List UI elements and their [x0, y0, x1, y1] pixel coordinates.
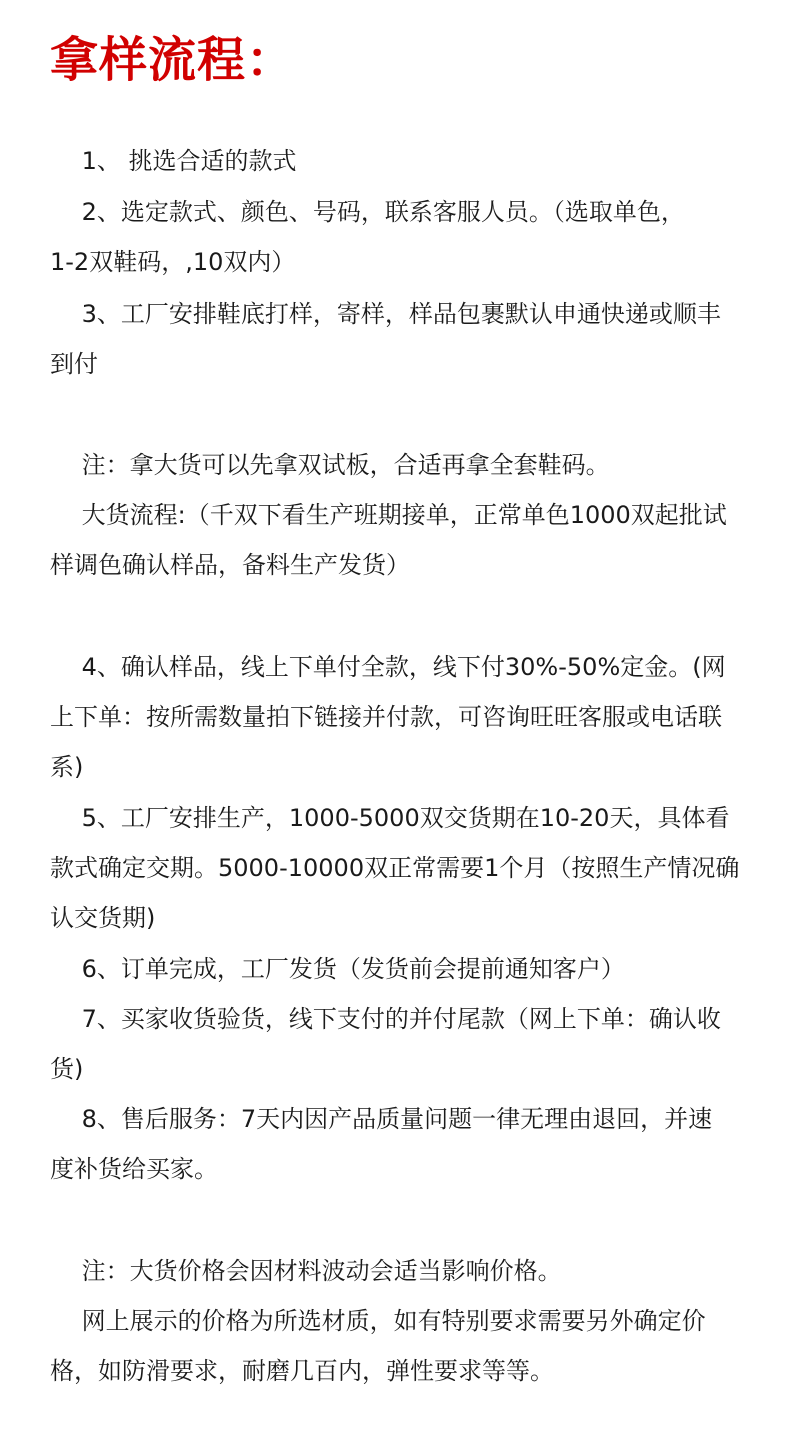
step-6-paragraph — [50, 944, 742, 994]
paragraph-line: 认交货期) — [50, 904, 156, 932]
paragraph-line: 注：拿大货可以先拿双试板，合适再拿全套鞋码。 — [50, 451, 610, 479]
bulk-process-paragraph — [50, 490, 742, 590]
paragraph-line: 样调色确认样品，备料生产发货） — [50, 551, 410, 579]
step-3-paragraph — [50, 289, 742, 389]
paragraph-line: 格，如防滑要求，耐磨几百内，弹性要求等等。 — [50, 1357, 554, 1385]
paragraph-line: 6、订单完成，工厂发货（发货前会提前通知客户） — [50, 955, 625, 983]
step-1-paragraph — [50, 136, 742, 186]
step-5-paragraph — [50, 793, 742, 943]
paragraph-line: 3、工厂安排鞋底打样，寄样，样品包裹默认申通快递或顺丰 — [50, 300, 721, 328]
paragraph-line: 大货流程:（千双下看生产班期接单，正常单色1000双起批试 — [50, 501, 727, 529]
step-2-paragraph — [50, 187, 742, 287]
paragraph-line: 款式确定交期。5000-10000双正常需要1个月（按照生产情况确 — [50, 854, 740, 882]
paragraph-line: 到付 — [50, 350, 98, 378]
step-4-paragraph — [50, 642, 742, 792]
paragraph-line: 7、买家收货验货，线下支付的并付尾款（网上下单：确认收 — [50, 1005, 721, 1033]
online-price-paragraph — [50, 1296, 742, 1396]
paragraph-line: 5、工厂安排生产，1000-5000双交货期在10-20天，具体看 — [50, 804, 730, 832]
price-note-paragraph — [50, 1246, 742, 1296]
paragraph-line: 系) — [50, 753, 84, 781]
sample-note-paragraph — [50, 440, 742, 490]
step-7-paragraph — [50, 994, 742, 1094]
paragraph-line: 网上展示的价格为所选材质，如有特别要求需要另外确定价 — [50, 1307, 706, 1335]
paragraph-line: 4、确认样品，线上下单付全款，线下付30%-50%定金。(网 — [50, 653, 726, 681]
paragraph-line: 注：大货价格会因材料波动会适当影响价格。 — [50, 1257, 562, 1285]
page-title: 拿样流程： — [50, 32, 296, 88]
paragraph-line: 货) — [50, 1055, 84, 1083]
paragraph-line: 1-2双鞋码，,10双内） — [50, 248, 296, 276]
step-8-paragraph — [50, 1094, 742, 1194]
paragraph-line: 度补货给买家。 — [50, 1155, 218, 1183]
paragraph-line: 8、售后服务：7天内因产品质量问题一律无理由退回，并速 — [50, 1105, 713, 1133]
paragraph-line: 2、选定款式、颜色、号码，联系客服人员。（选取单色， — [50, 198, 685, 226]
paragraph-line: 1、 挑选合适的款式 — [50, 147, 297, 175]
paragraph-line: 上下单：按所需数量拍下链接并付款，可咨询旺旺客服或电话联 — [50, 703, 722, 731]
